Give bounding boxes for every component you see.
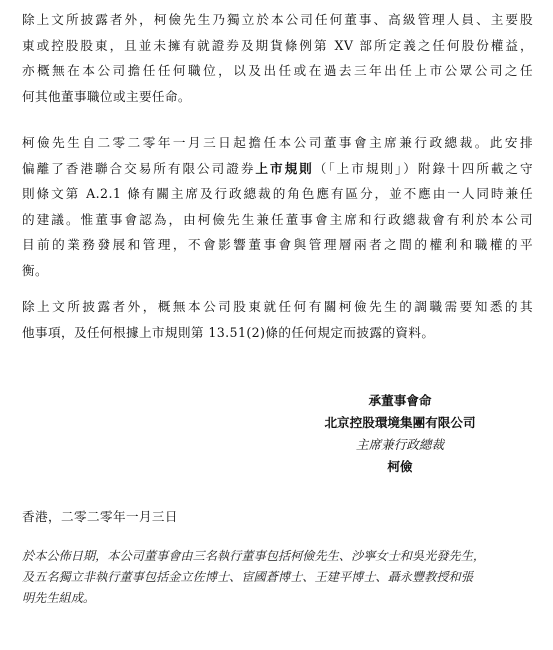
paragraph-chairman-ceo [22,130,533,283]
signature-by-order: 承董事會命 [368,393,432,408]
signature-title: 主席兼行政總裁 [355,437,445,452]
paragraph-line: 何其他董事職位或主要任命。 [22,88,191,104]
paragraph-line: 亦概無在本公司擔任任何職位，以及出任或在過去三年出任上市公眾公司之任 [22,63,533,78]
paragraph-line-with-bold: 偏離了香港聯合交易所有限公司證券上市規則（「上市規則」）附錄十四所載之守 [22,160,533,176]
paragraph-line: 則條文第 A.2.1 條有關主席及行政總裁的角色應有區分，並不應由一人同時兼任 [22,186,533,201]
footnote-line: 於本公佈日期，本公司董事會由三名執行董事包括柯儉先生、沙寧女士和吳光發先生， [22,549,486,563]
signature-block [300,390,500,478]
date-line: 香港，二零二零年一月三日 [22,509,178,524]
paragraph-independence [22,7,533,109]
paragraph-line: 的建議。惟董事會認為，由柯儉先生兼任董事會主席和行政總裁會有利於本公司 [22,211,533,227]
footnote-line: 明先生組成。 [22,591,96,605]
paragraph-line: 除上文所披露者外，概無本公司股東就任何有關柯儉先生的調職需要知悉的其 [22,299,533,314]
footnote-line: 及五名獨立非執行董事包括金立佐博士、宦國蒼博士、王建平博士、聶永豐教授和張 [22,570,473,584]
paragraph-line: 他事項，及任何根據上市規則第 13.51(2)條的任何規定而披露的資料。 [22,324,435,340]
paragraph-line: 衡。 [22,262,48,278]
paragraph-line: 東或控股股東，且並未擁有就證券及期貨條例第 XV 部所定義之任何股份權益， [22,37,533,53]
signature-name: 柯儉 [387,459,413,474]
defined-term-listing-rules: 上市規則 [255,160,314,176]
paragraph-no-other-matters [22,294,533,345]
board-composition-footnote [22,546,530,609]
signature-company: 北京控股環境集團有限公司 [324,415,476,430]
paragraph-line: 柯儉先生自二零二零年一月三日起擔任本公司董事會主席兼行政總裁。此安排 [22,135,533,150]
paragraph-line: 目前的業務發展和管理，不會影響董事會與管理層兩者之間的權利和職權的平 [22,237,533,252]
paragraph-line: 除上文所披露者外，柯儉先生乃獨立於本公司任何董事、高級管理人員、主要股 [22,12,533,27]
